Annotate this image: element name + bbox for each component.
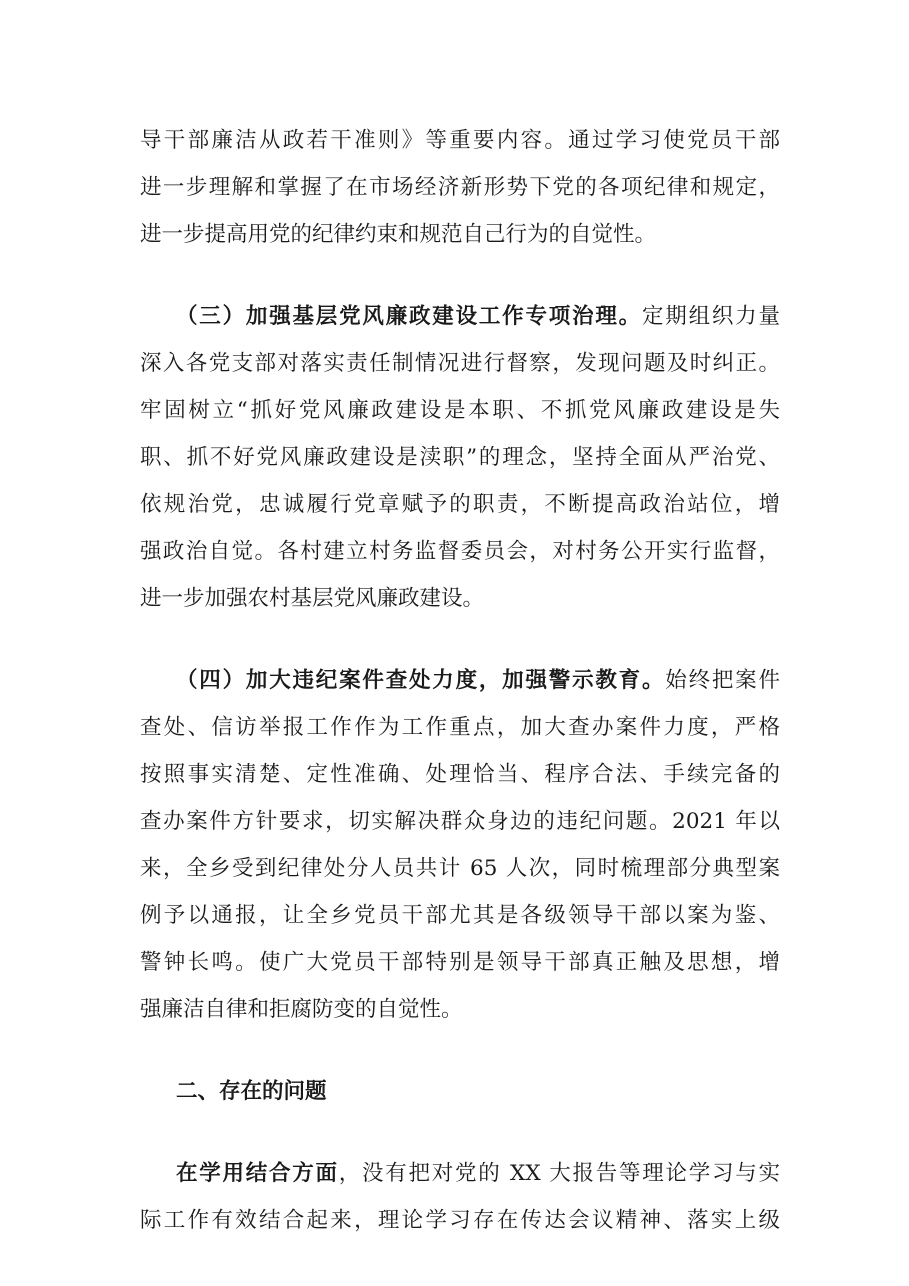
paragraph-line: 际工作有效结合起来，理论学习存在传达会议精神、落实上级 bbox=[140, 1208, 780, 1233]
paragraph-line: 查处、信访举报工作作为工作重点，加大查办案件力度，严格 bbox=[140, 715, 780, 740]
paragraph-text: ，没有把对党的 XX 大报告等理论学习与实 bbox=[338, 1161, 780, 1186]
paragraph-line: 警钟长鸣。使广大党员干部特别是领导干部真正触及思想，增 bbox=[140, 950, 780, 975]
section-heading-4: （四）加大违纪案件查处力度，加强警示教育。 bbox=[176, 668, 666, 693]
paragraph-text: 定期组织力量 bbox=[641, 304, 780, 329]
paragraph-line: 进一步提高用党的纪律约束和规范自己行为的自觉性。 bbox=[140, 222, 657, 247]
paragraph-text: 始终把案件 bbox=[665, 668, 780, 693]
paragraph-line: 进一步加强农村基层党风廉政建设。 bbox=[140, 586, 485, 611]
document-body bbox=[140, 117, 780, 1244]
paragraph-special-governance bbox=[140, 293, 780, 622]
paragraph-line: 查办案件方针要求，切实解决群众身边的违纪问题。2021 年以 bbox=[140, 809, 780, 834]
paragraph-line: 牢固树立“抓好党风廉政建设是本职、不抓党风廉政建设是失 bbox=[140, 398, 780, 423]
paragraph-line: 例予以通报，让全乡党员干部尤其是各级领导干部以案为鉴、 bbox=[140, 903, 780, 928]
section-heading-3: （三）加强基层党风廉政建设工作专项治理。 bbox=[176, 304, 642, 329]
paragraph-line: 来，全乡受到纪律处分人员共计 65 人次，同时梳理部分典型案 bbox=[140, 856, 780, 881]
paragraph-case-investigation bbox=[140, 657, 780, 1033]
paragraph-line: 职、抓不好党风廉政建设是渎职”的理念，坚持全面从严治党、 bbox=[140, 445, 780, 470]
paragraph-first-line bbox=[140, 293, 780, 340]
paragraph-study-application bbox=[140, 1150, 780, 1244]
paragraph-line: 导干部廉洁从政若干准则》等重要内容。通过学习使党员干部 bbox=[140, 128, 780, 153]
paragraph-line: 深入各党支部对落实责任制情况进行督察，发现问题及时纠正。 bbox=[140, 351, 780, 376]
paragraph-line: 按照事实清楚、定性准确、处理恰当、程序合法、手续完备的 bbox=[140, 762, 780, 787]
paragraph-line: 进一步理解和掌握了在市场经济新形势下党的各项纪律和规定， bbox=[140, 175, 780, 200]
section-title-problems: 二、存在的问题 bbox=[176, 1079, 327, 1104]
paragraph-line: 依规治党，忠诚履行党章赋予的职责，不断提高政治站位，增 bbox=[140, 492, 780, 517]
paragraph-line: 强政治自觉。各村建立村务监督委员会，对村务公开实行监督， bbox=[140, 539, 780, 564]
lead-phrase: 在学用结合方面 bbox=[176, 1161, 339, 1186]
paragraph-study-continuation bbox=[140, 117, 780, 258]
paragraph-line: 强廉洁自律和拒腐防变的自觉性。 bbox=[140, 997, 463, 1022]
paragraph-first-line bbox=[140, 1150, 780, 1197]
paragraph-first-line bbox=[140, 657, 780, 704]
